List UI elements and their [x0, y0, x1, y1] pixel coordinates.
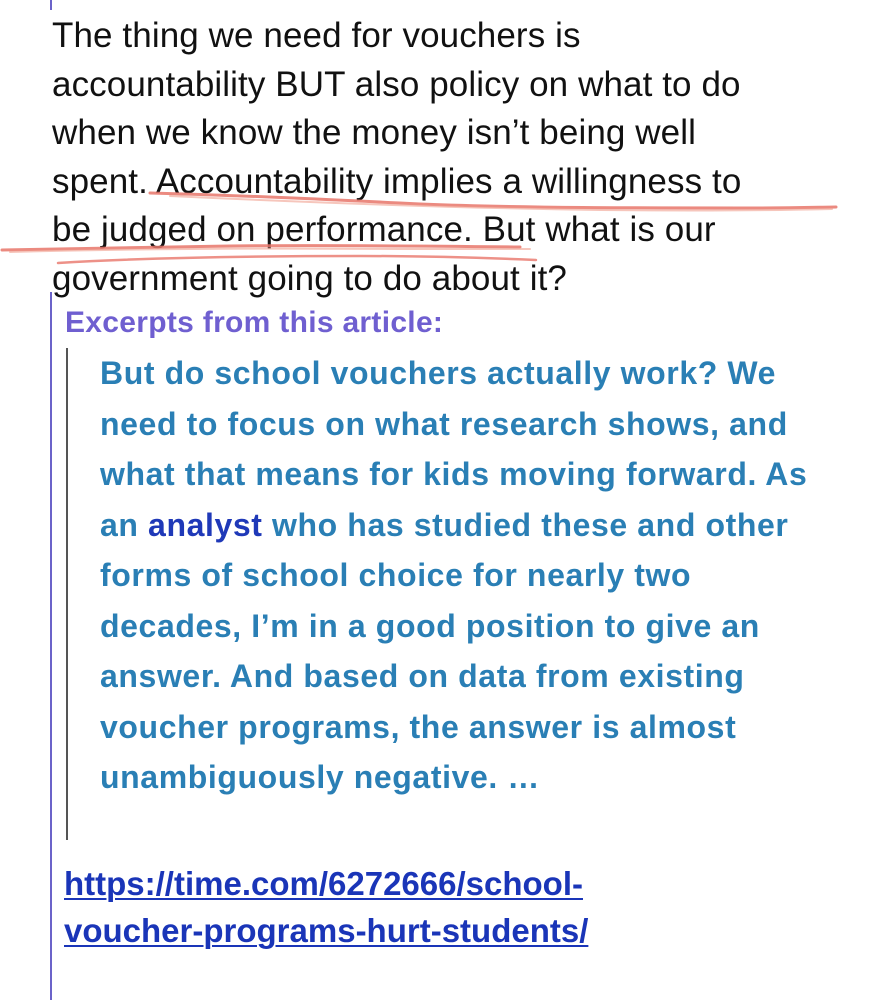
note-line: accountability BUT also policy on what to do — [52, 64, 741, 104]
excerpt-text-end: who has studied these and other forms of school choice for nearly two decades, I’m in a good position to give an answer. And based on data from existing voucher programs, the answer is almost unambiguously negative. … — [100, 506, 789, 795]
article-url-link[interactable] — [64, 860, 784, 954]
note-line: be judged on performance. But what is our — [52, 210, 716, 249]
note-line: government going to do about it? — [52, 258, 567, 298]
excerpt-text — [100, 348, 840, 803]
article-url-line[interactable]: voucher-programs-hurt-students/ — [64, 912, 589, 949]
note-line: spent. Accountability implies a willingness to — [52, 161, 742, 201]
margin-rule — [50, 0, 52, 10]
analyst-link[interactable]: analyst — [148, 506, 263, 543]
note-line: when we know the money isn’t being well — [52, 113, 696, 152]
note-body[interactable] — [52, 12, 852, 303]
excerpt-header: Excerpts from this article: — [65, 306, 444, 339]
excerpt-blockquote — [66, 348, 828, 840]
excerpt-text-start: But do school vouchers actually work? We need to focus on what research shows, and what that means for kids moving forward. As an — [100, 355, 808, 543]
article-url-line[interactable]: https://time.com/6272666/school- — [64, 865, 583, 902]
article-quote — [50, 292, 852, 1000]
note-line: The thing we need for vouchers is — [52, 16, 581, 55]
